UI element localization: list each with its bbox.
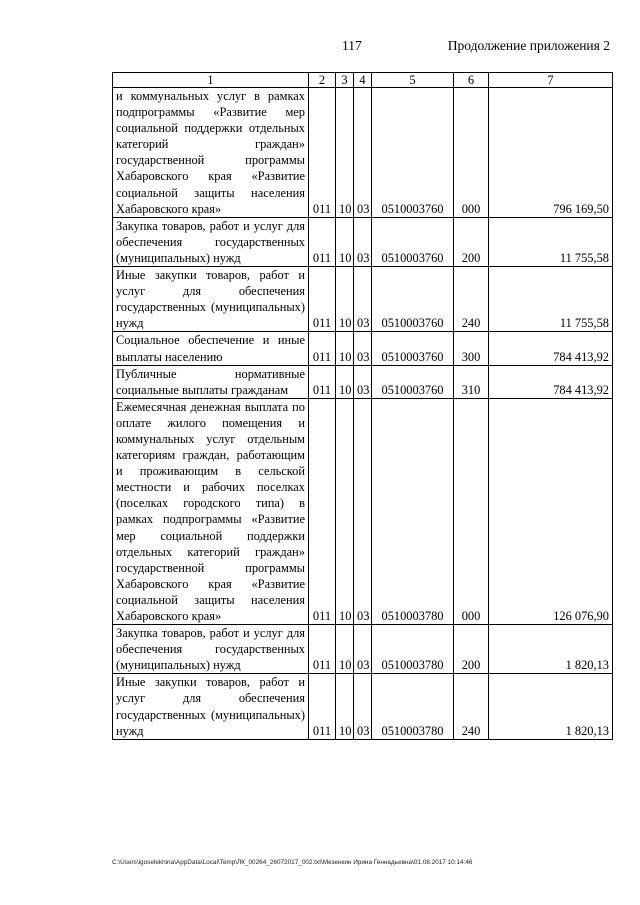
ministry-code: 011 (309, 332, 336, 365)
subsection-code: 03 (354, 88, 372, 218)
ministry-code: 011 (309, 88, 336, 218)
subsection-code: 03 (354, 674, 372, 739)
amount: 126 076,90 (489, 398, 613, 624)
section-code: 10 (336, 365, 354, 398)
table-row (113, 332, 613, 365)
section-code: 10 (336, 674, 354, 739)
row-description: и коммунальных услуг в рамках подпрограммы «Развитие мер социальной поддержки отдельных категорий граждан» государственной программы Хабаровского края «Развитие социальной защиты населения Хабаровского края» (113, 88, 309, 218)
column-header: 5 (372, 73, 454, 88)
amount: 1 820,13 (489, 625, 613, 674)
table-row (113, 365, 613, 398)
continuation-caption: Продолжение приложения 2 (447, 38, 610, 53)
subsection-code: 03 (354, 332, 372, 365)
amount: 784 413,92 (489, 365, 613, 398)
subsection-code: 03 (354, 365, 372, 398)
expense-type-code: 000 (454, 88, 489, 218)
section-code: 10 (336, 267, 354, 332)
expense-type-code: 200 (454, 625, 489, 674)
target-article-code: 0510003780 (372, 625, 454, 674)
expense-type-code: 200 (454, 217, 489, 266)
target-article-code: 0510003760 (372, 267, 454, 332)
target-article-code: 0510003760 (372, 332, 454, 365)
table-row (113, 88, 613, 218)
expense-type-code: 310 (454, 365, 489, 398)
section-code: 10 (336, 217, 354, 266)
table-row (113, 398, 613, 624)
amount: 11 755,58 (489, 267, 613, 332)
ministry-code: 011 (309, 365, 336, 398)
column-header: 6 (454, 73, 489, 88)
section-code: 10 (336, 88, 354, 218)
expense-type-code: 240 (454, 267, 489, 332)
target-article-code: 0510003760 (372, 365, 454, 398)
expense-type-code: 300 (454, 332, 489, 365)
expense-type-code: 240 (454, 674, 489, 739)
amount: 1 820,13 (489, 674, 613, 739)
column-header-row (113, 73, 613, 88)
section-code: 10 (336, 398, 354, 624)
ministry-code: 011 (309, 625, 336, 674)
expense-type-code: 000 (454, 398, 489, 624)
budget-table (112, 72, 613, 740)
column-header: 1 (113, 73, 309, 88)
ministry-code: 011 (309, 398, 336, 624)
section-code: 10 (336, 332, 354, 365)
amount: 784 413,92 (489, 332, 613, 365)
table-row (113, 267, 613, 332)
column-header: 7 (489, 73, 613, 88)
row-description: Ежемесячная денежная выплата по оплате жилого помещения и коммунальных услуг отдельным категориям граждан, работающим и проживающим в сельской местности и рабочих поселках (поселках городского типа) в рамках подпрограммы «Развитие мер социальной поддержки отдельных категорий граждан» государственной программы Хабаровского края «Развитие социальной защиты населения Хабаровского края» (113, 398, 309, 624)
subsection-code: 03 (354, 398, 372, 624)
column-header: 2 (309, 73, 336, 88)
row-description: Публичные нормативные социальные выплаты гражданам (113, 365, 309, 398)
subsection-code: 03 (354, 267, 372, 332)
ministry-code: 011 (309, 267, 336, 332)
row-description: Закупка товаров, работ и услуг для обеспечения государственных (муниципальных) нужд (113, 217, 309, 266)
target-article-code: 0510003760 (372, 88, 454, 218)
file-path-footer: C:\Users\iguselekhina\AppData\Local\Temp\ЛК_00264_26072017_002.txt\Мезенкин Ирина Геннадьевна\01.08.2017 10:14:46 (112, 859, 473, 866)
table-row (113, 625, 613, 674)
ministry-code: 011 (309, 217, 336, 266)
target-article-code: 0510003780 (372, 398, 454, 624)
row-description: Закупка товаров, работ и услуг для обеспечения государственных (муниципальных) нужд (113, 625, 309, 674)
amount: 11 755,58 (489, 217, 613, 266)
section-code: 10 (336, 625, 354, 674)
row-description: Социальное обеспечение и иные выплаты населению (113, 332, 309, 365)
column-header: 3 (336, 73, 354, 88)
subsection-code: 03 (354, 625, 372, 674)
target-article-code: 0510003780 (372, 674, 454, 739)
row-description: Иные закупки товаров, работ и услуг для обеспечения государственных (муниципальных) нужд (113, 674, 309, 739)
row-description: Иные закупки товаров, работ и услуг для обеспечения государственных (муниципальных) нужд (113, 267, 309, 332)
table-row (113, 217, 613, 266)
subsection-code: 03 (354, 217, 372, 266)
amount: 796 169,50 (489, 88, 613, 218)
table-row (113, 674, 613, 739)
ministry-code: 011 (309, 674, 336, 739)
target-article-code: 0510003760 (372, 217, 454, 266)
column-header: 4 (354, 73, 372, 88)
page-number: 117 (342, 38, 362, 53)
